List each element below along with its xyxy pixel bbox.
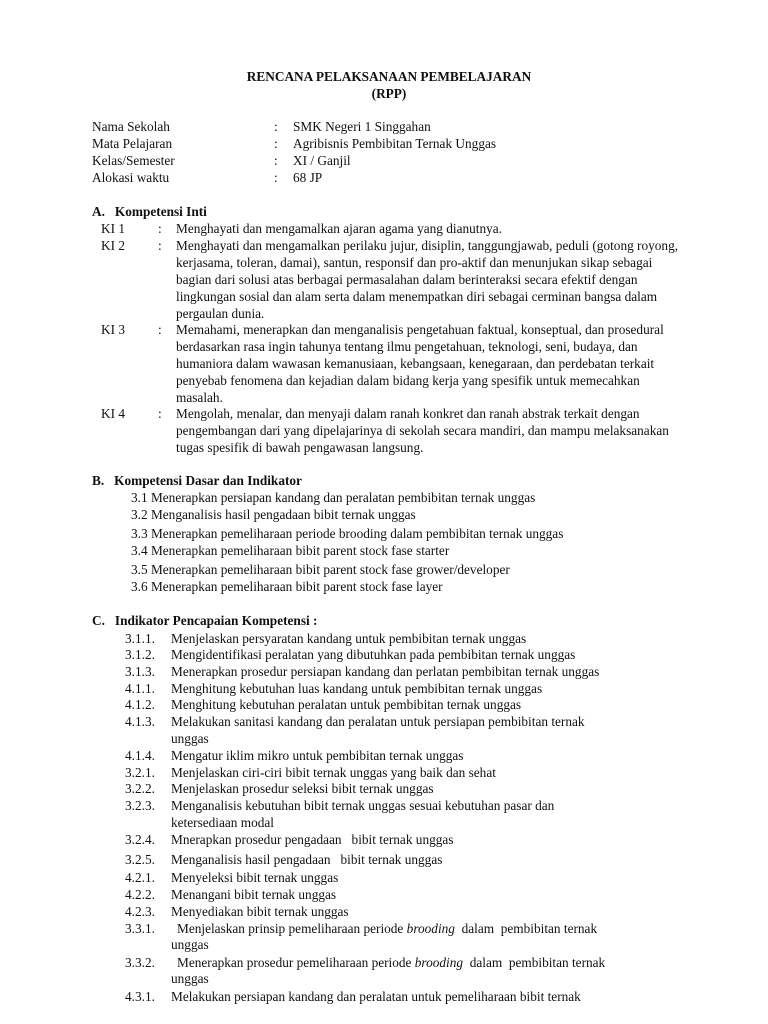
indicator-text: Mnerapkan prosedur pengadaan bibit ternak unggas: [171, 832, 454, 847]
identity-label: Nama Sekolah: [92, 119, 170, 134]
indicator-code: 4.1.2.: [125, 697, 155, 712]
kd-item: 3.5 Menerapkan pemeliharaan bibit parent stock fase grower/developer: [131, 562, 510, 577]
indicator-code: 4.2.3.: [125, 904, 155, 919]
indicator-text: Mengatur iklim mikro untuk pembibitan ternak unggas: [171, 748, 464, 763]
indicator-text-part: Menerapkan prosedur pemeliharaan periode: [177, 955, 415, 970]
indicator-text: Menjelaskan prosedur seleksi bibit ternak unggas: [171, 781, 434, 796]
ki-colon: :: [158, 238, 162, 253]
indicator-code: 4.3.1.: [125, 989, 155, 1004]
ki-colon: :: [158, 406, 162, 421]
indicator-text-continued: unggas: [171, 731, 209, 746]
indicator-text: [177, 954, 605, 971]
identity-colon: :: [274, 153, 278, 168]
kd-item: 3.1 Menerapkan persiapan kandang dan peralatan pembibitan ternak unggas: [131, 490, 536, 505]
indicator-code: 3.3.1.: [125, 921, 155, 936]
kd-item: 3.2 Menganalisis hasil pengadaan bibit ternak unggas: [131, 507, 416, 522]
indicator-code: 4.1.3.: [125, 714, 155, 729]
ki-code: KI 4: [101, 406, 126, 421]
ki-code: KI 2: [101, 238, 126, 253]
indicator-text: Melakukan sanitasi kandang dan peralatan untuk persiapan pembibitan ternak: [171, 714, 585, 729]
ki-colon: :: [158, 322, 162, 337]
indicator-text-part: dalam pembibitan ternak: [454, 921, 598, 936]
indicator-text: Menjelaskan ciri-ciri bibit ternak unggas yang baik dan sehat: [171, 765, 496, 780]
kd-item: 3.6 Menerapkan pemeliharaan bibit parent stock fase layer: [131, 579, 443, 594]
indicator-code: 4.2.1.: [125, 870, 155, 885]
indicator-emphasis: brooding: [414, 955, 464, 970]
indicator-text: Menyediakan bibit ternak unggas: [171, 904, 349, 919]
indicator-code: 3.1.1.: [125, 631, 155, 646]
indicator-text: Menganalisis hasil pengadaan bibit ternak unggas: [171, 852, 443, 867]
identity-colon: :: [274, 170, 278, 185]
indicator-code: 3.2.5.: [125, 852, 155, 867]
ki-colon: :: [158, 221, 162, 236]
indicator-emphasis: brooding: [406, 921, 455, 936]
identity-label: Kelas/Semester: [92, 153, 175, 168]
indicator-code: 3.1.2.: [125, 647, 155, 662]
kd-item: 3.4 Menerapkan pemeliharaan bibit parent stock fase starter: [131, 543, 450, 558]
identity-colon: :: [274, 136, 278, 151]
identity-value: XI / Ganjil: [293, 153, 351, 168]
identity-label: Alokasi waktu: [92, 170, 170, 185]
indicator-text: [177, 920, 597, 937]
indicator-code: 3.2.3.: [125, 798, 155, 813]
identity-value: Agribisnis Pembibitan Ternak Unggas: [293, 136, 497, 151]
indicator-text: Menghitung kebutuhan luas kandang untuk pembibitan ternak unggas: [171, 681, 543, 696]
section-c-heading: C. Indikator Pencapaian Kompetensi :: [92, 613, 318, 628]
indicator-text-continued: ketersediaan modal: [171, 815, 275, 830]
indicator-text: Menjelaskan persyaratan kandang untuk pembibitan ternak unggas: [171, 631, 527, 646]
indicator-code: 3.2.1.: [125, 765, 155, 780]
ki-text: Menghayati dan mengamalkan perilaku jujur, disiplin, tanggungjawab, peduli (gotong royong, kerjasama, toleran, damai), santun, responsif dan pro-aktif dan menunjukan sikap sebagai bagian dari solusi atas berbagai permasalahan dalam berinteraksi secara efektif dengan lingkungan sosial dan alam serta dalam menempatkan diri sebagai cerminan bangsa dalam pergaulan dunia.: [176, 238, 679, 321]
identity-colon: :: [274, 119, 278, 134]
indicator-code: 3.3.2.: [125, 955, 155, 970]
section-a-heading: A. Kompetensi Inti: [92, 204, 207, 219]
indicator-text: Menyeleksi bibit ternak unggas: [171, 870, 339, 885]
indicator-text: Menghitung kebutuhan peralatan untuk pembibitan ternak unggas: [171, 697, 522, 712]
indicator-text: Menganalisis kebutuhan bibit ternak unggas sesuai kebutuhan pasar dan: [171, 798, 555, 813]
indicator-code: 3.2.4.: [125, 832, 155, 847]
indicator-text-continued: unggas: [171, 937, 209, 952]
indicator-code: 3.2.2.: [125, 781, 155, 796]
ki-code: KI 3: [101, 322, 126, 337]
document-title: RENCANA PELAKSANAAN PEMBELAJARAN: [246, 69, 532, 84]
identity-value: 68 JP: [293, 170, 323, 185]
indicator-text: Menangani bibit ternak unggas: [171, 887, 337, 902]
ki-text: Menghayati dan mengamalkan ajaran agama yang dianutnya.: [176, 221, 503, 236]
identity-label: Mata Pelajaran: [92, 136, 173, 151]
ki-code: KI 1: [101, 221, 126, 236]
indicator-text: Mengidentifikasi peralatan yang dibutuhkan pada pembibitan ternak unggas: [171, 647, 576, 662]
indicator-text: Menerapkan prosedur persiapan kandang dan perlatan pembibitan ternak unggas: [171, 664, 600, 679]
ki-text: Memahami, menerapkan dan menganalisis pengetahuan faktual, konseptual, dan prosedural berdasarkan rasa ingin tahunya tentang ilmu pengetahuan, teknologi, seni, budaya, dan humaniora dalam wawasan kemanusiaan, kebangsaan, kenegaraan, dan perdebatan terkait penyebab fenomena dan kejadian dalam bidang kerja yang spesifik untuk memecahkan masalah.: [176, 322, 664, 405]
kd-item: 3.3 Menerapkan pemeliharaan periode brooding dalam pembibitan ternak unggas: [131, 526, 564, 541]
indicator-code: 3.1.3.: [125, 664, 155, 679]
indicator-code: 4.2.2.: [125, 887, 155, 902]
document-subtitle: (RPP): [371, 86, 407, 101]
indicator-code: 4.1.1.: [125, 681, 155, 696]
section-b-heading: B. Kompetensi Dasar dan Indikator: [92, 473, 302, 488]
indicator-text-continued: unggas: [171, 971, 209, 986]
indicator-code: 4.1.4.: [125, 748, 155, 763]
identity-value: SMK Negeri 1 Singgahan: [293, 119, 431, 134]
indicator-text-part: dalam pembibitan ternak: [463, 955, 606, 970]
ki-text: Mengolah, menalar, dan menyaji dalam ranah konkret dan ranah abstrak terkait dengan pengembangan dari yang dipelajarinya di sekolah secara mandiri, dan mampu melaksanakan tugas spesifik di bawah pengawasan langsung.: [176, 406, 669, 455]
indicator-text-part: Menjelaskan prinsip pemeliharaan periode: [177, 921, 407, 936]
indicator-text: Melakukan persiapan kandang dan peralatan untuk pemeliharaan bibit ternak: [171, 989, 581, 1004]
